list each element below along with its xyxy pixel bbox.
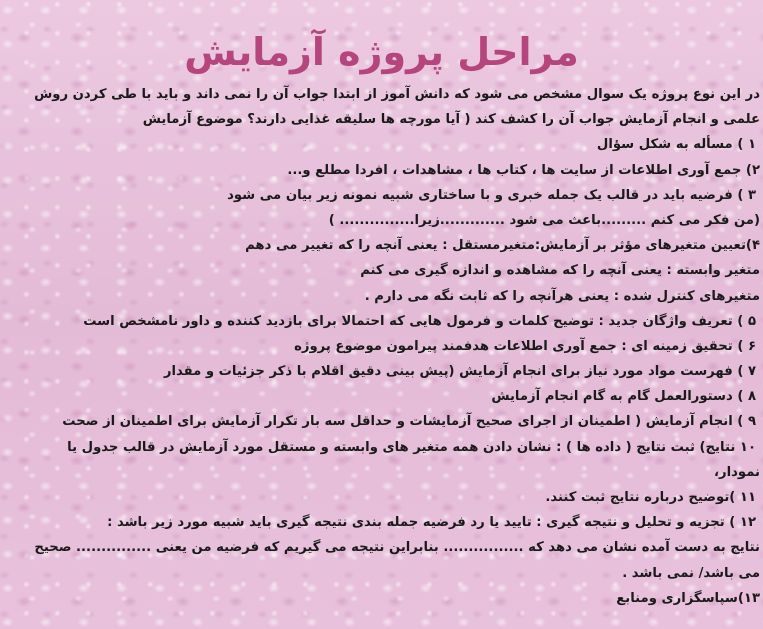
controlled-variable-line: متغیرهای کنترل شده : یعنی هرآنچه را که ثابت نگه می دارم .	[364, 288, 760, 304]
list-item-step-11: ۱۱ )توضیح درباره نتایج ثبت کنند.	[545, 490, 756, 505]
list-item-step-1: ۱ ) مسأله به شکل سؤال	[596, 137, 756, 153]
text-line: در این نوع پروژه یک سوال مشخص می شود که دانش آموز از ابتدا جواب آن را نمی داند و باید با طی کردن روش	[34, 87, 760, 102]
text-line: نمودار،	[714, 464, 760, 480]
list-item-step-6: ۶ ) تحقیق زمینه ای : جمع آوری اطلاعات هدفمند پیرامون موضوع پروژه	[294, 338, 756, 354]
steps-list	[2, 82, 760, 611]
text-line: علمی و انجام آزمایش جواب آن را کشف کند ( آیا مورچه ها سلیقه غذایی دارند؟ موضوع آزمایش	[142, 112, 760, 128]
conclusion-template: نتایج به دست آمده نشان می دهد که ................ بنابراین نتیجه می گیریم که فرضیه من یعنی ............... صحیح	[34, 540, 760, 556]
list-item-step-12: ۱۲ ) تجزیه و تحلیل و نتیجه گیری : تایید یا رد فرضیه جمله بندی نتیجه گیری باید شبیه مورد زیر باشد :	[107, 515, 756, 531]
list-item-step-13: ۱۳)سپاسگزاری ومنابع	[616, 590, 760, 606]
list-item-step-3: ۳ ) فرضیه باید در قالب یک جمله خبری و با ساختاری شبیه نمونه زیر بیان می شود	[227, 187, 756, 203]
page-title: مراحل پروژه آزمایش	[184, 30, 579, 74]
list-item-step-10: ۱۰ نتایج) ثبت نتایج ( داده ها ) : نشان دادن همه متغیر های وابسته و مستقل مورد آزمایش در قالب جدول یا	[67, 439, 756, 455]
list-item-step-5: ۵ ) تعریف واژگان جدید : توضیح کلمات و فرمول هایی که احتمالا برای بازدید کننده و داور نامشخص است	[83, 313, 756, 329]
hypothesis-template: (من فکر می کنم .........باعث می شود .............زیرا............... )	[328, 212, 760, 228]
list-item-step-8: ۸ ) دستورالعمل گام به گام انجام آزمایش	[491, 389, 756, 405]
text-line: می باشد/ نمی باشد .	[622, 565, 760, 581]
list-item-step-9: ۹ ) انجام آزمایش ( اطمینان از اجرای صحیح آزمایشات و حداقل سه بار تکرار آزمایش برای اطمینان از صحت	[62, 414, 756, 430]
dependent-variable-line: متغیر وابسته : یعنی آنچه را که مشاهده و اندازه گیری می کنم	[360, 263, 760, 279]
list-item-step-2: ۲) جمع آوری اطلاعات از سایت ها ، کتاب ها ، مشاهدات ، افردا مطلع و...	[287, 162, 760, 178]
list-item-step-4: ۴)تعیین متغیرهای مؤثر بر آزمایش:متغیرمستقل : یعنی آنچه را که تغییر می دهم	[245, 238, 760, 254]
list-item-step-7: ۷ ) فهرست مواد مورد نیاز برای انجام آزمایش (پیش بینی دقیق اقلام با ذکر جزئیات و مقدار	[163, 364, 756, 380]
